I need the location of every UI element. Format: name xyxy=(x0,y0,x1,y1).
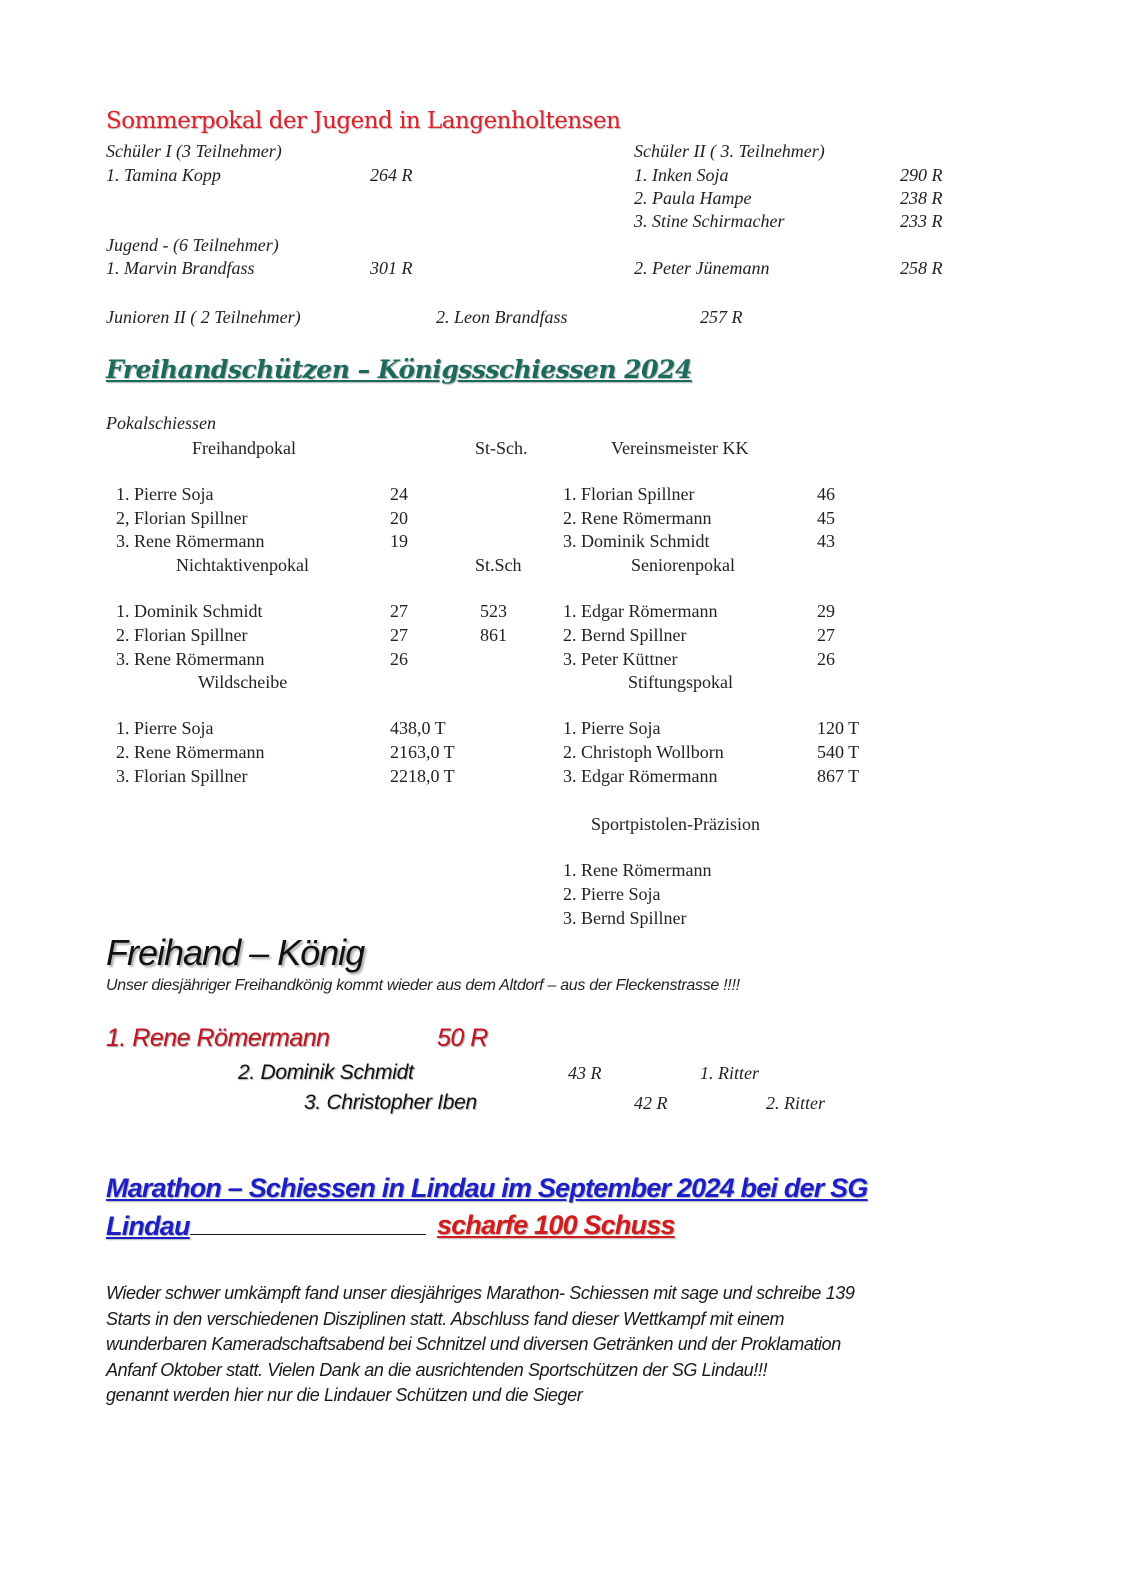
freihandpokal-header: Freihandpokal xyxy=(192,438,296,458)
schueler1-header: Schüler I (3 Teilnehmer) xyxy=(106,141,282,161)
freihandpokal-result-name: 3. Rene Römermann xyxy=(116,531,265,551)
koenig-runner-score: 43 R xyxy=(568,1063,602,1083)
freihandpokal-extra-header: St-Sch. xyxy=(475,438,528,458)
freihandpokal-result-name: 2, Florian Spillner xyxy=(116,508,248,528)
marathon-title-line2-red: scharfe 100 Schuss xyxy=(437,1210,675,1240)
koenig-title: Freihand – König xyxy=(106,932,365,973)
vereinsmeister-result-name: 2. Rene Römermann xyxy=(563,508,712,528)
stiftung-header: Stiftungspokal xyxy=(628,672,734,692)
senioren-header: Seniorenpokal xyxy=(631,555,735,575)
junioren2-result-name: 2. Leon Brandfass xyxy=(436,307,568,327)
marathon-title-line1: Marathon – Schiessen in Lindau im September 2024 bei der SG xyxy=(106,1173,868,1203)
wildscheibe-header: Wildscheibe xyxy=(198,672,288,692)
senioren-result-name: 3. Peter Küttner xyxy=(563,649,678,669)
jugend-result-score: 258 R xyxy=(900,258,943,278)
schueler2-result-name: 2. Paula Hampe xyxy=(634,188,752,208)
paragraph-line: wunderbaren Kameradschaftsabend bei Schnitzel und diversen Getränken und der Proklamation xyxy=(106,1334,841,1354)
nichtaktiven-result-extra: 523 xyxy=(480,601,507,621)
stiftung-result-name: 1. Pierre Soja xyxy=(563,718,661,738)
vereinsmeister-result-name: 1. Florian Spillner xyxy=(563,484,695,504)
koenig-winner-name: 1. Rene Römermann xyxy=(106,1024,330,1052)
schueler2-result-name: 3. Stine Schirmacher xyxy=(634,211,785,231)
paragraph-line: genannt werden hier nur die Lindauer Schützen und die Sieger xyxy=(106,1385,583,1405)
paragraph-line: Starts in den verschiedenen Disziplinen statt. Abschluss fand dieser Wettkampf mit einem xyxy=(106,1308,785,1329)
freihandpokal-result-score: 19 xyxy=(390,531,408,551)
schueler1-result-score: 264 R xyxy=(370,165,413,185)
nichtaktiven-result-score: 27 xyxy=(390,601,408,621)
underline-spacer xyxy=(190,1210,426,1235)
marathon-title-location: Lindau xyxy=(106,1211,190,1241)
koenig-runner-name: 3. Christopher Iben xyxy=(304,1091,477,1114)
nichtaktiven-result-score: 26 xyxy=(390,649,408,669)
sommerpokal-title: Sommerpokal der Jugend in Langenholtensen xyxy=(106,108,621,134)
schueler2-result-name: 1. Inken Soja xyxy=(634,165,729,185)
vereinsmeister-result-name: 3. Dominik Schmidt xyxy=(563,531,710,551)
nichtaktiven-result-score: 27 xyxy=(390,625,408,645)
koenigsschiessen-title: Freihandschützen – Königssschiessen 2024 xyxy=(106,355,692,384)
paragraph-line: Anfanf Oktober statt. Vielen Dank an die ausrichtenden Sportschützen der SG Lindau!!! xyxy=(106,1359,768,1380)
wildscheibe-result-score: 438,0 T xyxy=(390,718,446,738)
sportpistole-result-name: 3. Bernd Spillner xyxy=(563,908,687,928)
wildscheibe-result-score: 2218,0 T xyxy=(390,766,455,786)
nichtaktiven-header: Nichtaktivenpokal xyxy=(176,555,309,575)
senioren-result-score: 26 xyxy=(817,649,835,669)
stiftung-result-score: 120 T xyxy=(817,718,860,738)
freihandpokal-result-name: 1. Pierre Soja xyxy=(116,484,214,504)
schueler2-result-score: 290 R xyxy=(900,165,943,185)
junioren2-header: Junioren II ( 2 Teilnehmer) xyxy=(106,307,301,327)
pokalschiessen-label: Pokalschiessen xyxy=(106,413,216,433)
nichtaktiven-result-extra: 861 xyxy=(480,625,507,645)
koenig-winner-score: 50 R xyxy=(437,1024,488,1052)
vereinsmeister-header: Vereinsmeister KK xyxy=(611,438,749,458)
wildscheibe-result-name: 1. Pierre Soja xyxy=(116,718,214,738)
sportpistole-header: Sportpistolen-Präzision xyxy=(591,814,760,834)
koenig-runner-name: 2. Dominik Schmidt xyxy=(238,1061,414,1084)
sportpistole-result-name: 2. Pierre Soja xyxy=(563,884,661,904)
koenig-subtitle: Unser diesjähriger Freihandkönig kommt wieder aus dem Altdorf – aus der Fleckenstrasse !!!! xyxy=(106,977,740,994)
vereinsmeister-result-score: 43 xyxy=(817,531,835,551)
nichtaktiven-result-name: 1. Dominik Schmidt xyxy=(116,601,263,621)
wildscheibe-result-name: 2. Rene Römermann xyxy=(116,742,265,762)
freihandpokal-result-score: 24 xyxy=(390,484,408,504)
junioren2-result-score: 257 R xyxy=(700,307,743,327)
stiftung-result-name: 2. Christoph Wollborn xyxy=(563,742,724,762)
senioren-result-name: 2. Bernd Spillner xyxy=(563,625,687,645)
nichtaktiven-extra-header: St.Sch xyxy=(475,555,522,575)
wildscheibe-result-score: 2163,0 T xyxy=(390,742,455,762)
vereinsmeister-result-score: 46 xyxy=(817,484,835,504)
wildscheibe-result-name: 3. Florian Spillner xyxy=(116,766,248,786)
senioren-result-score: 29 xyxy=(817,601,835,621)
marathon-paragraph xyxy=(106,1281,1006,1409)
schueler2-result-score: 238 R xyxy=(900,188,943,208)
schueler2-result-score: 233 R xyxy=(900,211,943,231)
sportpistole-result-name: 1. Rene Römermann xyxy=(563,860,712,880)
senioren-result-score: 27 xyxy=(817,625,835,645)
koenig-runner-score: 42 R xyxy=(634,1093,668,1113)
jugend-result-name: 2. Peter Jünemann xyxy=(634,258,770,278)
stiftung-result-name: 3. Edgar Römermann xyxy=(563,766,718,786)
koenig-runner-title: 1. Ritter xyxy=(700,1063,759,1083)
paragraph-line: Wieder schwer umkämpft fand unser diesjähriges Marathon- Schiessen mit sage und schreibe 139 xyxy=(106,1283,855,1303)
stiftung-result-score: 867 T xyxy=(817,766,860,786)
koenig-runner-title: 2. Ritter xyxy=(766,1093,825,1113)
jugend-result-score: 301 R xyxy=(370,258,413,278)
stiftung-result-score: 540 T xyxy=(817,742,860,762)
freihandpokal-result-score: 20 xyxy=(390,508,408,528)
senioren-result-name: 1. Edgar Römermann xyxy=(563,601,718,621)
marathon-title-line2-blue xyxy=(106,1210,436,1242)
nichtaktiven-result-name: 3. Rene Römermann xyxy=(116,649,265,669)
schueler1-result-name: 1. Tamina Kopp xyxy=(106,165,221,185)
nichtaktiven-result-name: 2. Florian Spillner xyxy=(116,625,248,645)
jugend-result-name: 1. Marvin Brandfass xyxy=(106,258,255,278)
schueler2-header: Schüler II ( 3. Teilnehmer) xyxy=(634,141,825,161)
vereinsmeister-result-score: 45 xyxy=(817,508,835,528)
jugend-header: Jugend - (6 Teilnehmer) xyxy=(106,235,279,255)
